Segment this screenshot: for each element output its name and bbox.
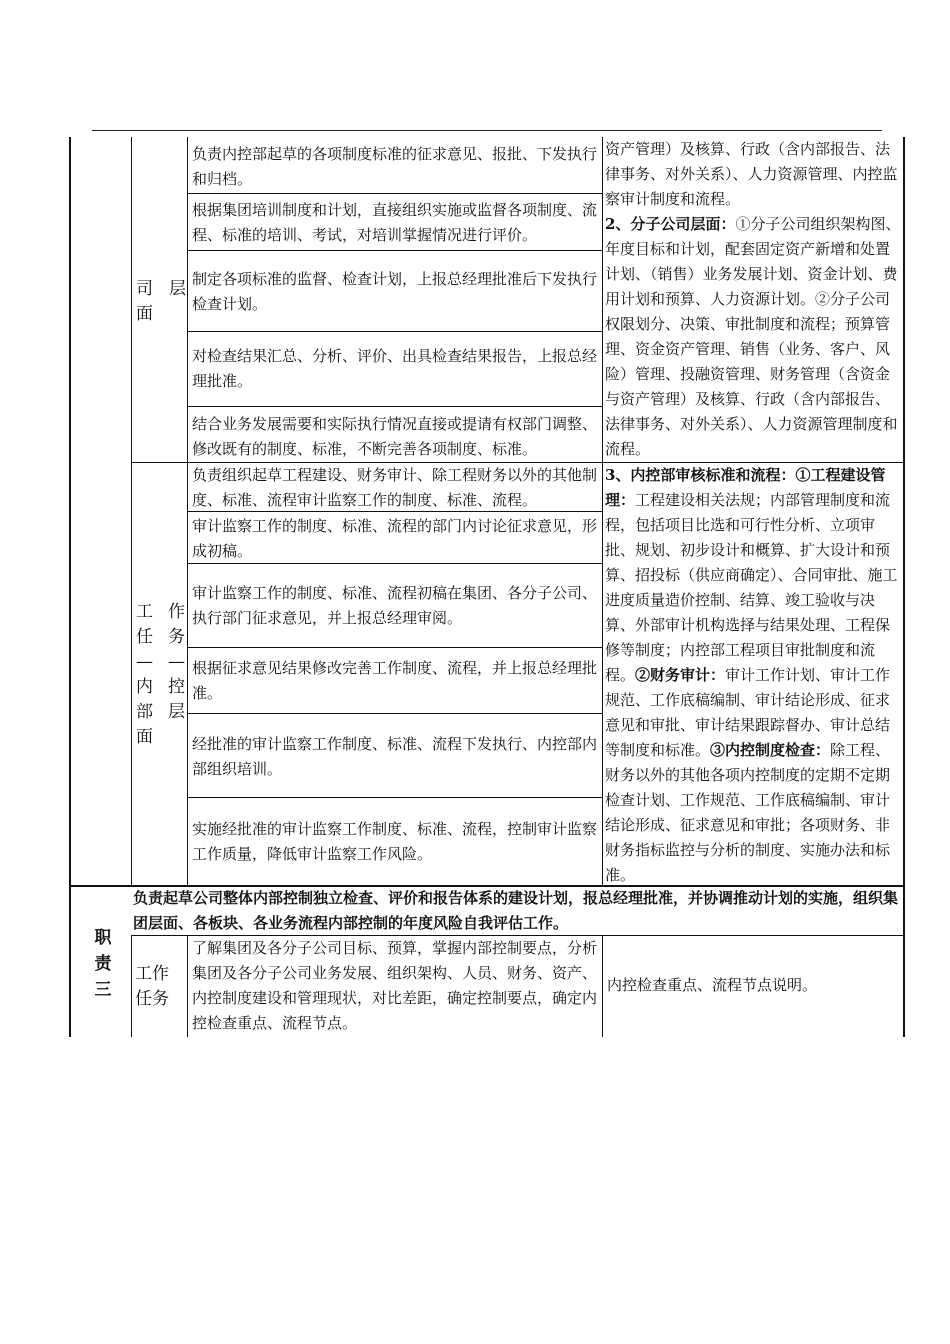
- output-cell: 内控检查重点、流程节点说明。: [607, 976, 818, 994]
- duty-label-char: 三: [94, 980, 112, 1000]
- row-line: [187, 647, 603, 648]
- standards-para-3a: 工程建设相关法规；内部管理制度和流程，包括项目比选和可行性分析、立项审批、规划、初步设计和概算、扩大设计和预算、招投标（供应商确定）、合同审批、施工进度质量造价控制、结算、竣工验收与决算、外部审计机构选择与结果处理、工程保修等制度；内控部工程项目审批制度和流程。: [605, 491, 898, 684]
- duty-label-char: 职: [94, 928, 112, 948]
- task-label: [135, 962, 169, 1012]
- task-cell: 经批准的审计监察工作制度、标准、流程下发执行、内控部内部组织培训。: [192, 735, 598, 778]
- label-column-border: [131, 137, 132, 885]
- task-label-line: 任务: [135, 989, 169, 1009]
- row-line: [187, 250, 603, 251]
- task-cell: 负责组织起草工程建设、财务审计、除工程财务以外的其他制度、标准、流程审计监察工作的制度、标准、流程。: [192, 466, 598, 509]
- task-cell: 负责内控部起草的各项制度标准的征求意见、报批、下发执行和归档。: [192, 145, 598, 188]
- header-rule: [92, 130, 882, 131]
- standards-para-3b: 审计工作计划、审计工作规范、工作底稿编制、审计结论形成、征求意见和审批、审计结果跟踪督办、审计总结等制度和标准。: [605, 666, 891, 759]
- section-label-char: —: [136, 652, 153, 672]
- standards-heading-3b: ②财务审计：: [635, 666, 726, 684]
- duty-summary: 负责起草公司整体内部控制独立检查、评价和报告体系的建设计划，报总经理批准，并协调推动计划的实施，组织集团层面、各板块、各业务流程内部控制的年度风险自我评估工作。: [133, 889, 899, 932]
- section-label-char: —: [168, 652, 185, 672]
- section-label-char: 面: [136, 304, 153, 324]
- standards-para-2: ①分子公司组织架构图、年度目标和计划，配套固定资产新增和处置计划、（销售）业务发展计划、资金计划、费用计划和预算、人力资源计划。②分子公司权限划分、决策、审批制度和流程；预算管理、资金资产管理、销售（业务、客户、风险）管理、投融资管理、财务管理（含资金与资产管理）及核算、行政（含内部报告、法律事务、对外关系）、人力资源管理制度和流程。: [605, 215, 901, 458]
- section-label-char: 务: [168, 627, 185, 647]
- section-label-char: 内: [136, 677, 153, 697]
- section-label-char: 面: [136, 727, 153, 747]
- section-label-char: 司: [136, 279, 153, 299]
- row-line: [187, 193, 603, 194]
- standards-heading-2: 2、分子公司层面：: [605, 215, 736, 233]
- section-label-char: 作: [168, 602, 185, 622]
- section-label-char: 层: [168, 702, 185, 722]
- standards-para-3c: 除工程、财务以外的其他各项内控制度的定期不定期检查计划、工作规范、工作底稿编制、审计结论形成、征求意见和审批；各项财务、非财务指标监控与分析的制度、实施办法和标准。: [605, 741, 891, 884]
- outer-left-border: [69, 137, 71, 1037]
- section-label-char: 层: [169, 279, 186, 299]
- row-line: [187, 331, 603, 332]
- label-column-border-lower: [131, 935, 132, 1037]
- standards-heading-3c: ③内控制度检查：: [710, 741, 831, 759]
- task-cell: 根据征求意见结果修改完善工作制度、流程，并上报总经理批准。: [192, 659, 598, 702]
- standards-heading-3: 3、内控部审核标准和流程：①工程建设管理：: [605, 466, 886, 509]
- task-cell: 审计监察工作的制度、标准、流程的部门内讨论征求意见，形成初稿。: [192, 517, 598, 560]
- section-label-char: 工: [136, 602, 153, 622]
- standards-para-1: 资产管理）及核算、行政（含内部报告、法律事务、对外关系）、人力资源管理、内控监察审计制度和流程。: [605, 140, 898, 208]
- standards-text: [605, 137, 904, 462]
- task-cell: 对检查结果汇总、分析、评价、出具检查结果报告，上报总经理批准。: [192, 347, 598, 390]
- task-cell: 了解集团及各分子公司目标、预算，掌握内部控制要点，分析集团及各分子公司业务发展、组织架构、人员、财务、资产、内控制度建设和管理现状，对比差距，确定控制要点，确定内控检查重点、流程节点。: [192, 939, 598, 1032]
- task-cell: 实施经批准的审计监察工作制度、标准、流程，控制审计监察工作质量，降低审计监察工作风险。: [192, 820, 598, 863]
- output-column-border-lower: [602, 935, 603, 1037]
- section-label-char: 任: [136, 627, 153, 647]
- section-label-char: 部: [136, 702, 153, 722]
- task-cell: 根据集团培训制度和计划，直接组织实施或监督各项制度、流程、标准的培训、考试，对培训掌握情况进行评价。: [192, 201, 598, 244]
- task-cell: 审计监察工作的制度、标准、流程初稿在集团、各分子公司、执行部门征求意见，并上报总经理审阅。: [192, 584, 598, 627]
- section-label-char: 控: [168, 677, 185, 697]
- row-line: [187, 406, 603, 407]
- task-column-border-lower: [187, 935, 188, 1037]
- row-line: [187, 713, 603, 714]
- task-cell: 制定各项标准的监督、检查计划，上报总经理批准后下发执行检查计划。: [192, 270, 598, 313]
- task-cell: 结合业务发展需要和实际执行情况直接或提请有权部门调整、修改既有的制度、标准，不断完善各项制度、标准。: [192, 415, 598, 458]
- duty-label-char: 责: [94, 954, 112, 974]
- row-line: [187, 797, 603, 798]
- task-label-line: 工作: [135, 964, 169, 984]
- audit-standards-text: [605, 463, 904, 888]
